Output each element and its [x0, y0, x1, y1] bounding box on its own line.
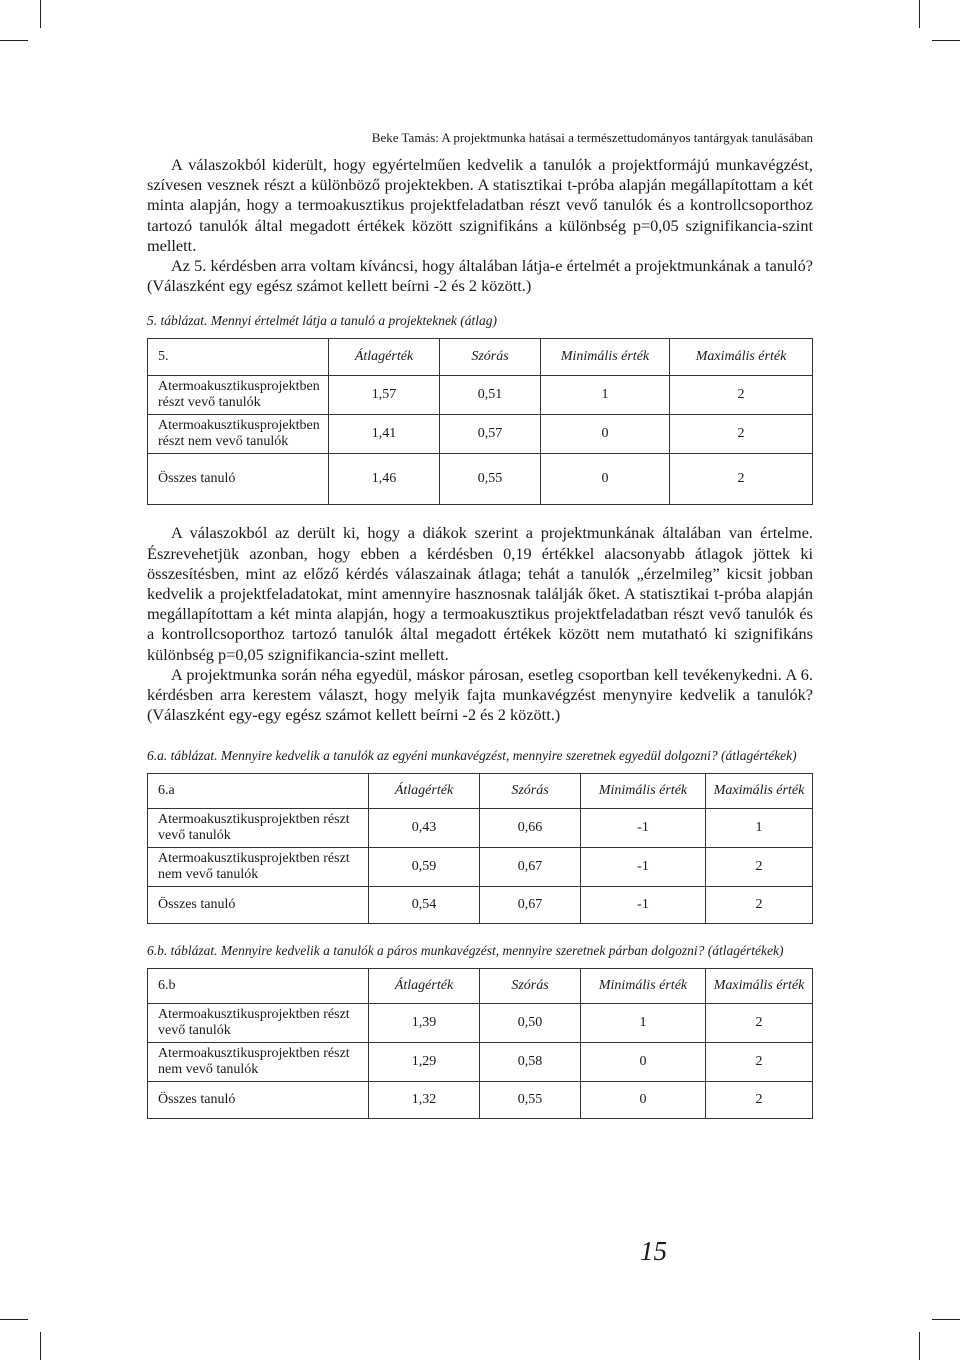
row-label: Atermoakusztikusprojektben részt nem vevő tanulók: [148, 848, 369, 887]
cell-min: -1: [581, 848, 706, 887]
table-caption: 6.a. táblázat. Mennyire kedvelik a tanulók az egyéni munkavégzést, mennyire szeretnek egyedül dolgozni? (átlagértékek): [147, 748, 797, 764]
table-row: [148, 887, 813, 924]
cell-min: -1: [581, 887, 706, 924]
header-cell: Maximális érték: [706, 969, 813, 1004]
table-row: [148, 809, 813, 848]
table-row: [148, 1082, 813, 1119]
cell-max: 2: [670, 454, 813, 505]
cell-sd: 0,51: [440, 376, 541, 415]
row-label: Összes tanuló: [148, 1082, 369, 1119]
cell-max: 2: [706, 1004, 813, 1043]
cell-mean: 0,54: [369, 887, 480, 924]
paragraph: A válaszokból kiderült, hogy egyértelműen kedvelik a tanulók a projektformájú munkavégzést, szívesen vesznek részt a különböző projektekben. A statisztikai t-próba alapján megállapítottam a két minta alapján, hogy a termoakusztikus projektfeladatban részt vevő tanulók és a kontrollcsoporthoz tartozó tanulók által megadott értékek között szignifikáns a különbség p=0,05 szignifikancia-szint mellett.: [147, 155, 813, 255]
cell-max: 2: [706, 887, 813, 924]
cell-min: 1: [541, 376, 670, 415]
header-cell: Átlagérték: [369, 774, 480, 809]
cell-mean: 1,39: [369, 1004, 480, 1043]
row-label: Összes tanuló: [148, 887, 369, 924]
table-row: [148, 1004, 813, 1043]
row-label: Atermoakusztikusprojektben részt vevő tanulók: [148, 376, 329, 415]
header-cell: Maximális érték: [670, 339, 813, 376]
table-caption: 6.b. táblázat. Mennyire kedvelik a tanulók a páros munkavégzést, mennyire szeretnek párban dolgozni? (átlagértékek): [147, 943, 784, 959]
header-cell: Szórás: [440, 339, 541, 376]
header-cell: Minimális érték: [581, 774, 706, 809]
cell-max: 1: [706, 809, 813, 848]
running-header: Beke Tamás: A projektmunka hatásai a természettudományos tantárgyak tanulásában: [371, 130, 813, 145]
table-caption: 5. táblázat. Mennyi értelmét látja a tanuló a projekteknek (átlag): [147, 313, 498, 329]
table-header-row: [148, 774, 813, 809]
header-cell: Átlagérték: [329, 339, 440, 376]
crop-mark: [919, 1332, 920, 1360]
paragraph: A projektmunka során néha egyedül, máskor párosan, esetleg csoportban kell tevékenykedni. A 6. kérdésben arra kerestem választ, hogy melyik fajta munkavégzést menynyire kedvelik a tanulók? (Válaszként egy-egy egész számot kellett beírni -2 és 2 között.): [147, 664, 813, 725]
crop-mark: [932, 1319, 960, 1320]
paragraph: A válaszokból az derült ki, hogy a diákok szerint a projektmunkának általában van értelme. Észrevehetjük azonban, hogy ebben a kérdésben 0,19 értékkel alacsonyabb átlagok jöttek ki összesítésben, mint az előző kérdés válaszainak átlaga; tehát a tanulók „érzelmileg” kicsit jobban kedvelik a projektfeladatokat, mint amennyire hasznosnak találják őket. A statisztikai t-próba alapján megállapítottam a két minta alapján, hogy a termoakusztikus projektfeladatban részt vevő tanulók és a kontrollcsoporthoz tartozó tanulók által megadott értékek között nem mutatható ki szignifikáns különbség p=0,05 szignifikancia-szint mellett.: [147, 523, 813, 664]
cell-mean: 1,57: [329, 376, 440, 415]
cell-mean: 1,32: [369, 1082, 480, 1119]
cell-mean: 0,43: [369, 809, 480, 848]
header-cell: Átlagérték: [369, 969, 480, 1004]
cell-sd: 0,57: [440, 415, 541, 454]
paragraph: Az 5. kérdésben arra voltam kíváncsi, hogy általában látja-e értelmét a projektmunkának a tanuló? (Válaszként egy egész számot kellett beírni -2 és 2 között.): [147, 256, 813, 296]
row-label: Atermoakusztikusprojektben részt vevő tanulók: [148, 809, 369, 848]
table-header-row: [148, 969, 813, 1004]
crop-mark: [40, 1332, 41, 1360]
table-row: [148, 376, 813, 415]
cell-mean: 1,46: [329, 454, 440, 505]
row-label: Atermoakusztikusprojektben részt nem vevő tanulók: [148, 415, 329, 454]
header-cell: 6.b: [148, 969, 369, 1004]
cell-sd: 0,67: [480, 848, 581, 887]
cell-max: 2: [706, 1043, 813, 1082]
row-label: Összes tanuló: [148, 454, 329, 505]
cell-mean: 1,41: [329, 415, 440, 454]
cell-min: 0: [581, 1082, 706, 1119]
table-header-row: [148, 339, 813, 376]
header-cell: Szórás: [480, 774, 581, 809]
cell-sd: 0,66: [480, 809, 581, 848]
header-cell: 6.a: [148, 774, 369, 809]
cell-min: 1: [581, 1004, 706, 1043]
table-row: [148, 415, 813, 454]
page-number: 15: [640, 1236, 667, 1266]
cell-sd: 0,67: [480, 887, 581, 924]
cell-sd: 0,55: [480, 1082, 581, 1119]
cell-min: 0: [541, 454, 670, 505]
crop-mark: [0, 40, 28, 41]
crop-mark: [932, 40, 960, 41]
cell-max: 2: [670, 376, 813, 415]
cell-min: 0: [541, 415, 670, 454]
data-table: [147, 968, 813, 1119]
cell-max: 2: [706, 848, 813, 887]
cell-max: 2: [706, 1082, 813, 1119]
header-cell: 5.: [148, 339, 329, 376]
table-row: [148, 1043, 813, 1082]
cell-sd: 0,55: [440, 454, 541, 505]
header-cell: Szórás: [480, 969, 581, 1004]
cell-mean: 0,59: [369, 848, 480, 887]
crop-mark: [40, 0, 41, 28]
row-label: Atermoakusztikusprojektben részt vevő tanulók: [148, 1004, 369, 1043]
header-cell: Minimális érték: [581, 969, 706, 1004]
page-content: [147, 155, 813, 1119]
cell-min: -1: [581, 809, 706, 848]
table-row: [148, 848, 813, 887]
header-cell: Maximális érték: [706, 774, 813, 809]
crop-mark: [0, 1319, 28, 1320]
cell-min: 0: [581, 1043, 706, 1082]
cell-sd: 0,58: [480, 1043, 581, 1082]
cell-max: 2: [670, 415, 813, 454]
cell-mean: 1,29: [369, 1043, 480, 1082]
header-cell: Minimális érték: [541, 339, 670, 376]
data-table: [147, 338, 813, 505]
row-label: Atermoakusztikusprojektben részt nem vevő tanulók: [148, 1043, 369, 1082]
table-row: [148, 454, 813, 505]
data-table: [147, 773, 813, 924]
crop-mark: [919, 0, 920, 28]
cell-sd: 0,50: [480, 1004, 581, 1043]
